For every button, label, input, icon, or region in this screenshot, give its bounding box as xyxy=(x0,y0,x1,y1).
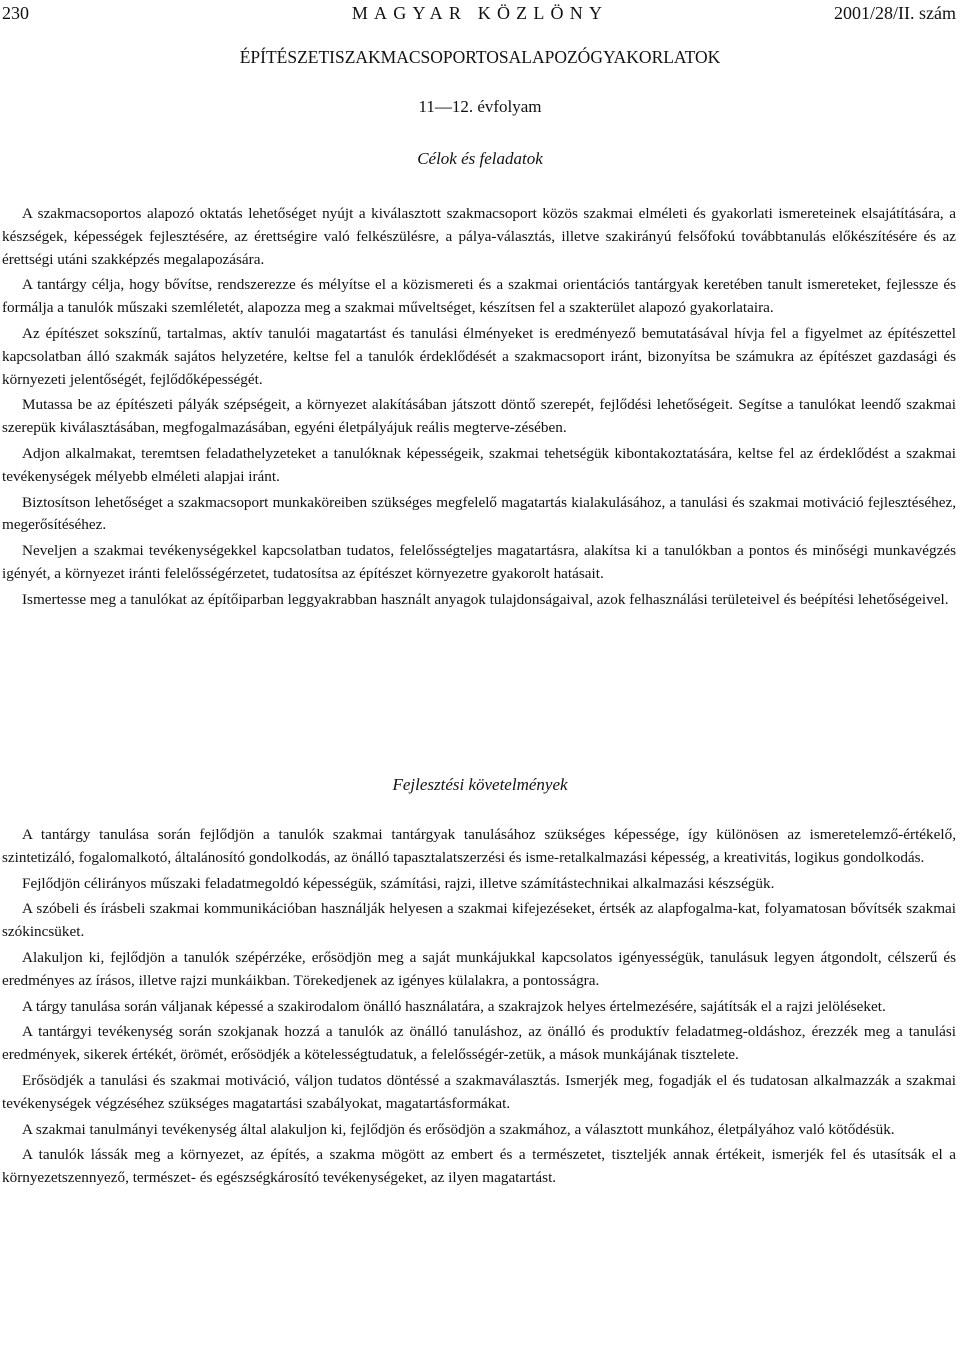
paragraph: Erősödjék a tanulási és szakmai motiváció, váljon tudatos döntéssé a szakmaválasztás. Ismerjék meg, fogadják el és tudatosan alkalmazzák a szakmai tevékenységek végzéséhez szükséges magatartási szabályokat, magatartásformákat. xyxy=(2,1071,956,1112)
paragraph: Ismertesse meg a tanulókat az építőiparban leggyakrabban használt anyagok tulajdonságaival, azok felhasználási területeivel és beépítési lehetőségeivel. xyxy=(22,590,949,608)
issue-label: 2001/28/II. szám xyxy=(834,3,956,23)
paragraph: Fejlődjön célirányos műszaki feladatmegoldó képességük, számítási, rajzi, illetve számítástechnikai alkalmazási készségük. xyxy=(22,874,775,892)
paragraph: Mutassa be az építészeti pályák szépségeit, a környezet alakításában játszott döntő szerepét, fejlődési lehetőségeit. Segítse a tanulókat leendő szakmai szerepük kiválasztásában, megfogalmazásában, egyéni életpályájuk reális megterve-zésében. xyxy=(2,396,956,437)
page-header xyxy=(0,2,958,24)
section-body-goals xyxy=(2,203,956,615)
document-title: ÉPÍTÉSZETISZAKMACSOPORTOSALAPOZÓGYAKORLATOK xyxy=(239,47,721,67)
paragraph: A tantárgyi tevékenység során szokjanak hozzá a tanulók az önálló tanuláshoz, az önálló és produktív feladatmeg-oldáshoz, érezzék meg a tanulási eredmények, sikerek értékét, örömét, erősödjék a kötelességtudatuk, a felelősségér-zetük, a mások munkájának tisztelete. xyxy=(2,1023,956,1064)
section-title-goals: Célok és feladatok xyxy=(417,149,543,168)
journal-title: MAGYAR KÖZLÖNY xyxy=(351,3,609,23)
paragraph: Alakuljon ki, fejlődjön a tanulók szépérzéke, erősödjön meg a saját munkájukkal kapcsolatos igényességük, tanulásuk legyen átgondolt, célszerű és eredményes az írásos, illetve rajzi munkáikban. Törekedjenek az igényes külalakra, a pontosságra. xyxy=(2,948,956,989)
page-number: 230 xyxy=(2,3,29,23)
paragraph: Neveljen a szakmai tevékenységekkel kapcsolatban tudatos, felelősségteljes magatartásra, alakítsa ki a tanulókban a pontos és minőségi munkavégzés igényét, a környezet iránti felelősségérzetet, tudatosítsa az építészet környezetre gyakorolt hatásait. xyxy=(2,542,956,582)
paragraph: Az építészet sokszínű, tartalmas, aktív tanulói magatartást és tanulási élményeket is eredményező bemutatásával hívja fel a figyelmet az építészettel kapcsolatban álló szakmák sajátos helyzetére, keltse fel a tanulók érdeklődését a szakmacsoport iránt, bizonyítsa be számukra az építészet gazdasági és környezeti jelentőségét, fejlődőképességét. xyxy=(2,324,956,388)
paragraph: A tantárgy célja, hogy bővítse, rendszerezze és mélyítse el a közismereti és a szakmai orientációs tantárgyak keretében tanult ismereteket, fejlessze és formálja a tanulók műszaki szemléletét, alapozza meg a szakmai műveltséget, készítsen fel a szakterület alapozó gyakorlataira. xyxy=(2,276,956,317)
paragraph: A tárgy tanulása során váljanak képessé a szakirodalom önálló használatára, a szakrajzok helyes értelmezésére, sajátítsák el a rajzi jelöléseket. xyxy=(22,997,886,1015)
paragraph: A tantárgy tanulása során fejlődjön a tanulók szakmai tantárgyak tanulásához szükséges képessége, így különösen az ismeretelemző-értékelő, szintetizáló, fogalomalkotó, általánosító gondolkodás, az önálló tapasztalatszerzési és isme-retalkalmazási képesség, a kreativitás, logikus gondolkodás. xyxy=(2,826,956,866)
grade-label: 11—12. évfolyam xyxy=(418,97,542,116)
paragraph: A szóbeli és írásbeli szakmai kommunikációban használják helyesen a szakmai kifejezéseket, értsék az alapfogalma-kat, folyamatosan bővítsék szakmai szókincsüket. xyxy=(2,900,956,941)
paragraph: Biztosítson lehetőséget a szakmacsoport munkaköreiben szükséges megfelelő magatartás kialakulásához, a tanulási és szakmai motiváció fejlesztéséhez, megerősítéséhez. xyxy=(2,493,956,534)
section-body-requirements xyxy=(2,824,956,1193)
paragraph: A tanulók lássák meg a környezet, az építés, a szakma mögött az embert és a természetet, tiszteljék annak értékeit, ismerjék fel és utasítsák el a környezetszennyező, természet- és egészségkárosító tevékenységeket, az ilyen magatartást. xyxy=(2,1146,956,1187)
paragraph: A szakmai tanulmányi tevékenység által alakuljon ki, fejlődjön és erősödjön a szakmához, a választott munkához, életpályához való kötődésük. xyxy=(22,1120,895,1138)
paragraph: A szakmacsoportos alapozó oktatás lehetőséget nyújt a kiválasztott szakmacsoport közös szakmai elméleti és gyakorlati ismereteinek elsajátítására, a készségek, képességek fejlesztésére, az érettségire való felkészülésre, a pálya-választás, illetve szakirányú felsőfokú továbbtanulás előkészítésére és az érettségi utáni szakképzés megalapozására. xyxy=(2,205,956,268)
paragraph: Adjon alkalmakat, teremtsen feladathelyzeteket a tanulóknak képességeik, szakmai tehetségük kibontakoztatására, keltse fel az érdeklődést a szakmai tevékenységek mélyebb elméleti alapjai iránt. xyxy=(2,444,956,485)
section-title-requirements: Fejlesztési követelmények xyxy=(392,775,568,794)
